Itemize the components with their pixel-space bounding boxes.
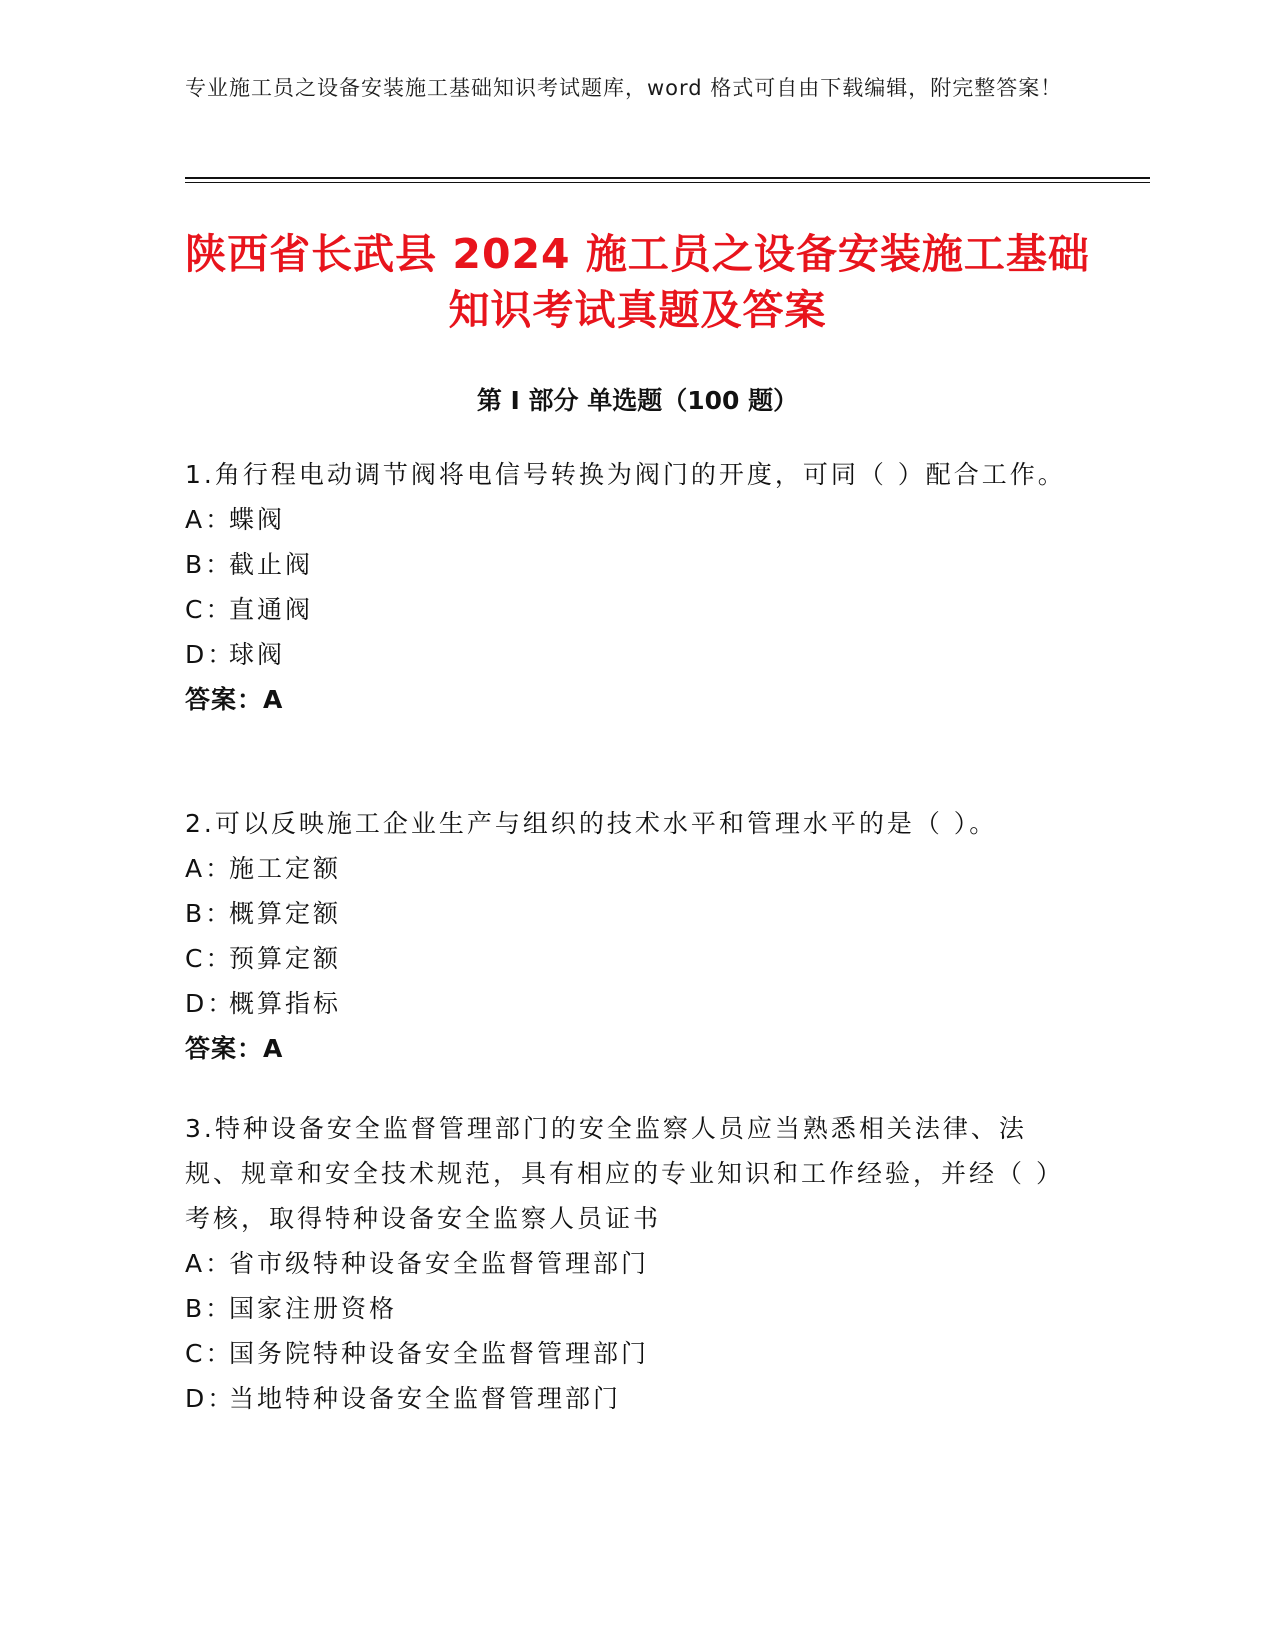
- option-text: 概算定额: [229, 899, 342, 928]
- answer-line: 答案：A: [185, 685, 284, 714]
- option-a: [185, 497, 1075, 542]
- option-letter: B：: [185, 1294, 234, 1323]
- option-b: [185, 542, 1075, 587]
- header-rule-thin: [185, 182, 1150, 183]
- option-text: 球阀: [229, 640, 286, 669]
- header-note: 专业施工员之设备安装施工基础知识考试题库，word 格式可自由下载编辑，附完整答案！: [185, 76, 1063, 100]
- question-stem: 2.可以反映施工企业生产与组织的技术水平和管理水平的是（ ）。: [185, 809, 998, 838]
- option-a: [185, 1241, 1075, 1286]
- option-text: 国家注册资格: [229, 1294, 398, 1323]
- option-text: 国务院特种设备安全监督管理部门: [229, 1339, 650, 1368]
- option-text: 省市级特种设备安全监督管理部门: [229, 1249, 650, 1278]
- option-d: [185, 1376, 1075, 1421]
- option-text: 概算指标: [229, 989, 342, 1018]
- option-d: [185, 632, 1075, 677]
- option-text: 蝶阀: [229, 505, 286, 534]
- question-3: [185, 1106, 1075, 1421]
- option-letter: B：: [185, 899, 234, 928]
- option-letter: D：: [185, 640, 236, 669]
- option-a: [185, 846, 1075, 891]
- question-1: [185, 452, 1075, 722]
- option-letter: B：: [185, 550, 234, 579]
- option-text: 截止阀: [229, 550, 314, 579]
- option-letter: D：: [185, 1384, 236, 1413]
- option-b: [185, 891, 1075, 936]
- answer-line: 答案：A: [185, 1034, 284, 1063]
- question-2: [185, 801, 1075, 1071]
- option-text: 直通阀: [229, 595, 314, 624]
- question-stem: 3.特种设备安全监督管理部门的安全监察人员应当熟悉相关法律、法规、规章和安全技术规范，具有相应的专业知识和工作经验，并经（ ）考核，取得特种设备安全监察人员证书: [185, 1114, 1064, 1233]
- option-c: [185, 936, 1075, 981]
- option-c: [185, 1331, 1075, 1376]
- document-title: 陕西省长武县 2024 施工员之设备安装施工基础知识考试真题及答案: [185, 230, 1090, 334]
- option-letter: D：: [185, 989, 236, 1018]
- option-text: 施工定额: [229, 854, 342, 883]
- option-letter: C：: [185, 1339, 234, 1368]
- option-letter: C：: [185, 595, 234, 624]
- section-title: 第 I 部分 单选题（100 题）: [476, 386, 799, 415]
- option-letter: A：: [185, 505, 234, 534]
- header-rule-thick: [185, 177, 1150, 179]
- option-d: [185, 981, 1075, 1026]
- option-b: [185, 1286, 1075, 1331]
- option-text: 当地特种设备安全监督管理部门: [229, 1384, 622, 1413]
- option-letter: C：: [185, 944, 234, 973]
- option-letter: A：: [185, 854, 234, 883]
- question-stem: 1.角行程电动调节阀将电信号转换为阀门的开度，可同（ ）配合工作。: [185, 460, 1066, 489]
- option-letter: A：: [185, 1249, 234, 1278]
- option-c: [185, 587, 1075, 632]
- option-text: 预算定额: [229, 944, 342, 973]
